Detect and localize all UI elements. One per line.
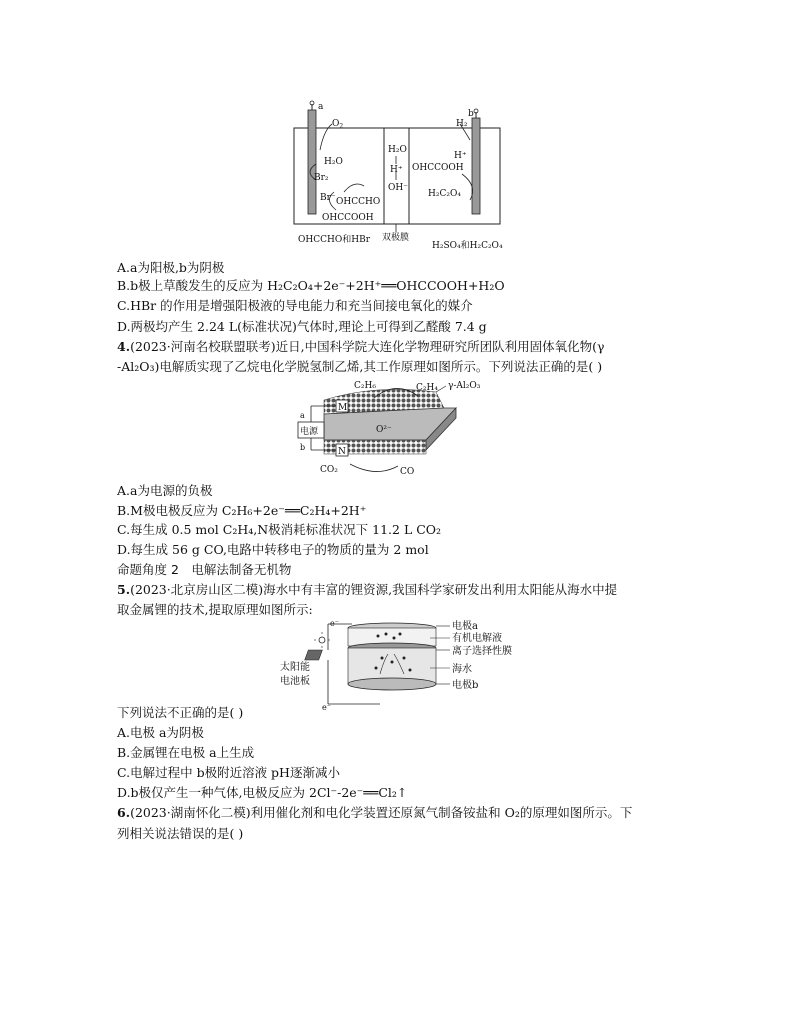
label-electrode-a: 电极a: [452, 621, 478, 632]
q3-option-a: A.a为阳极,b为阴极: [117, 260, 225, 275]
q5-option-c: C.电解过程中 b极附近溶液 pH逐渐减小: [117, 765, 340, 780]
q3-option-c: C.HBr 的作用是增强阳极液的导电能力和充当间接电氧化的媒介: [117, 298, 473, 313]
figure-electrolysis-cell: [284, 100, 514, 252]
q6-stem-line1: 6.(2023·湖南怀化二模)利用催化剂和电化学装置还原氮气制备铵盐和 O₂的原理如图所示。下: [117, 805, 633, 820]
label-b: b: [300, 443, 306, 452]
label-co2: CO₂: [320, 465, 338, 475]
label-br-minus: Br⁻: [320, 193, 336, 203]
label-power: 电源: [300, 427, 319, 437]
label-e-bottom: e⁻: [322, 703, 331, 710]
label-right-solution: H₂SO₄和H₂C₂O₄: [432, 241, 503, 251]
label-seawater: 海水: [452, 664, 472, 675]
electrode-b-disc: [348, 678, 436, 690]
figure-solid-oxide-cell: [296, 378, 506, 480]
q4-number: 4.: [117, 339, 131, 354]
label-h2o-mid: H₂O: [388, 145, 407, 155]
label-oh-minus-mid: OH⁻: [388, 183, 408, 193]
q4-option-a: A.a为电源的负极: [117, 483, 213, 498]
label-a: a: [300, 411, 305, 420]
label-e-top: e⁻: [330, 619, 339, 628]
label-organic-electrolyte: 有机电解液: [452, 633, 502, 644]
label-h2o-left: H₂O: [324, 157, 343, 167]
label-solar1: 太阳能: [280, 662, 310, 673]
label-gamma-al2o3: γ-Al₂O₃: [448, 381, 481, 391]
q6-number: 6.: [117, 805, 131, 820]
label-br2: Br₂: [314, 173, 329, 183]
q5-option-a: A.电极 a为阴极: [117, 725, 204, 740]
label-h-plus-mid: H⁺: [390, 165, 403, 175]
label-electrode-a: a: [318, 102, 324, 112]
q5-question: 下列说法不正确的是( ): [117, 705, 244, 720]
figure-solar-lithium: [280, 618, 514, 710]
label-h2c2o4: H₂C₂O₄: [428, 189, 461, 199]
electrode-b: [472, 118, 480, 214]
electrode-a: [308, 110, 316, 214]
q5-stem-line1: 5.(2023·北京房山区二模)海水中有丰富的锂资源,我国科学家研发出利用太阳能从海水中提: [117, 582, 618, 597]
q4-option-d: D.每生成 56 g CO,电路中转移电子的物质的量为 2 mol: [117, 542, 429, 557]
label-n: N: [338, 447, 346, 457]
q4-option-c: C.每生成 0.5 mol C₂H₄,N极消耗标准状况下 11.2 L CO₂: [117, 522, 442, 537]
label-o2-minus: O²⁻: [376, 425, 392, 435]
label-electrode-b: 电极b: [452, 680, 479, 691]
label-o2: $O_2$: [332, 119, 344, 130]
label-c2h4: C₂H₄: [416, 383, 438, 393]
q5-option-b: B.金属锂在电极 a上生成: [117, 745, 255, 760]
label-bipolar-membrane: 双极膜: [382, 233, 410, 243]
q5-stem-line2: 取金属锂的技术,提取原理如图所示:: [117, 602, 313, 617]
sun-icon: [319, 637, 325, 643]
section-heading: 命题角度 2 电解法制备无机物: [117, 562, 292, 577]
q5-number: 5.: [117, 582, 131, 597]
label-co: CO: [400, 467, 415, 477]
q3-option-d: D.两极均产生 2.24 L(标准状况)气体时,理论上可得到乙醛酸 7.4 g: [117, 319, 487, 334]
label-c2h6: C₂H₆: [354, 381, 376, 391]
label-ohccooh-left: OHCCOOH: [322, 213, 374, 223]
label-left-solution: OHCCHO和HBr: [298, 235, 370, 245]
label-ohccho-mid: OHCCHO: [336, 197, 381, 207]
label-membrane: 离子选择性膜: [452, 646, 512, 657]
label-electrode-b: b: [468, 109, 474, 119]
q4-stem-line2: -Al₂O₃)电解质实现了乙烷电化学脱氢制乙烯,其工作原理如图所示。下列说法正确的是( ): [117, 359, 603, 374]
q3-option-b: B.b极上草酸发生的反应为 H₂C₂O₄+2e⁻+2H⁺══OHCCOOH+H₂O: [117, 278, 505, 293]
label-ohccooh-right: OHCCOOH: [412, 163, 464, 173]
q4-option-b: B.M极电极反应为 C₂H₆+2e⁻══C₂H₄+2H⁺: [117, 503, 367, 518]
label-m: M: [338, 403, 348, 413]
label-solar2: 电池板: [280, 676, 310, 687]
q6-stem-line2: 列相关说法错误的是( ): [117, 826, 244, 841]
q4-stem-line1: 4.(2023·河南名校联盟联考)近日,中国科学院大连化学物理研究所团队利用固体氧化物(γ: [117, 339, 605, 354]
arrow-co2-co: [350, 464, 398, 472]
label-h2: H₂: [456, 119, 468, 129]
label-h-plus-right: H⁺: [454, 151, 467, 161]
q5-option-d: D.b极仅产生一种气体,电极反应为 2Cl⁻-2e⁻══Cl₂↑: [117, 785, 408, 800]
solar-panel-icon: [305, 650, 323, 660]
